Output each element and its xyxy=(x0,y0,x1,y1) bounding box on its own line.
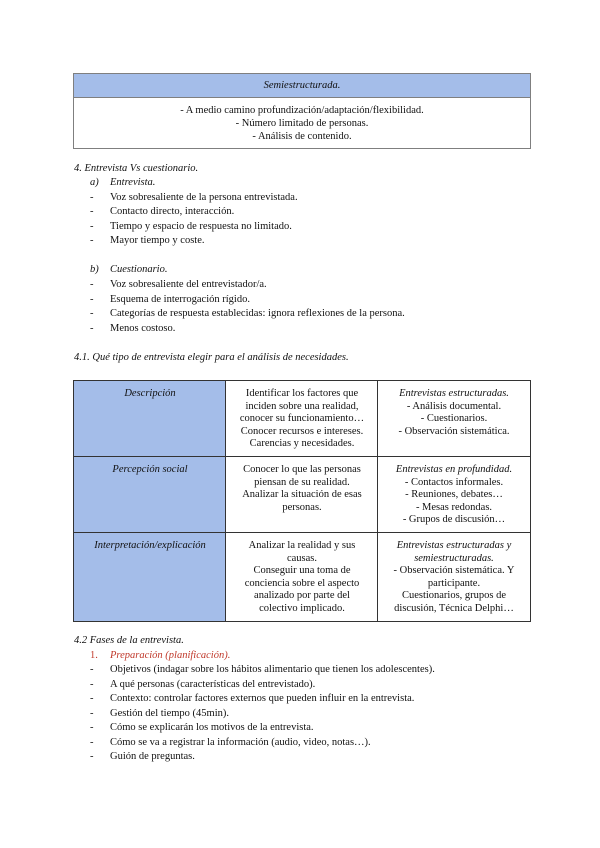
table-divider xyxy=(74,532,530,533)
interview-type-table xyxy=(73,380,531,622)
semistructured-line: - A medio camino profundización/adaptación/flexibilidad. xyxy=(180,105,424,116)
list-item: - Mayor tiempo y coste. xyxy=(90,235,205,246)
row-percep-mid: Conocer lo que las personas piensan de su realidad. Analizar la situación de esas personas. xyxy=(242,464,362,513)
subsection-a-label: a) xyxy=(90,177,99,188)
semistructured-line: - Análisis de contenido. xyxy=(252,131,352,142)
section-4-1-title: 4.1. Qué tipo de entrevista elegir para el análisis de necesidades. xyxy=(74,352,349,363)
phase-1-title: Preparación (planificación). xyxy=(110,650,231,661)
list-item: - Cómo se explicarán los motivos de la entrevista. xyxy=(90,722,314,733)
row-head-percepcion: Percepción social xyxy=(74,457,226,533)
phase-1-heading xyxy=(90,650,230,661)
semistructured-line: - Número limitado de personas. xyxy=(235,118,369,129)
subsection-a-title: Entrevista. xyxy=(110,177,156,188)
list-item: - Contacto directo, interacción. xyxy=(90,206,235,217)
subsection-b-title: Cuestionario. xyxy=(110,264,168,275)
list-item: - Voz sobresaliente de la persona entrevistada. xyxy=(90,192,298,203)
semistructured-body xyxy=(74,98,530,148)
section-4-2-title: 4.2 Fases de la entrevista. xyxy=(74,635,184,646)
subsection-a xyxy=(90,177,155,188)
row-head-descripcion: Descripción xyxy=(74,381,226,457)
row-desc-right: Entrevistas estructuradas. - Análisis documental. - Cuestionarios. - Observación sistemática. xyxy=(398,388,510,437)
row-head-interpretacion: Interpretación/explicación xyxy=(74,533,226,621)
list-item: - Guión de preguntas. xyxy=(90,751,195,762)
row-desc-mid: Identificar los factores que inciden sobre una realidad, conocer su funcionamiento… Conocer recursos e intereses. Carencias y necesidades. xyxy=(239,388,365,450)
phase-1-number: 1. xyxy=(90,650,98,661)
subsection-b xyxy=(90,264,167,275)
list-item: - Gestión del tiempo (45min). xyxy=(90,708,229,719)
list-item: - Cómo se va a registrar la información (audio, video, notas…). xyxy=(90,737,371,748)
list-item: - Menos costoso. xyxy=(90,323,176,334)
list-item: - Esquema de interrogación rígido. xyxy=(90,294,250,305)
table-divider xyxy=(74,456,530,457)
subsection-b-label: b) xyxy=(90,264,99,275)
row-percep-right: Entrevistas en profundidad. - Contactos informales. - Reuniones, debates… - Mesas redondas. - Grupos de discusión… xyxy=(395,464,513,526)
table-divider xyxy=(377,381,378,621)
list-item: - Objetivos (indagar sobre los hábitos alimentario que tienen los adolescentes). xyxy=(90,664,435,675)
semistructured-header: Semiestructurada. xyxy=(74,74,530,98)
section-4-title: 4. Entrevista Vs cuestionario. xyxy=(74,163,199,174)
table-divider xyxy=(225,381,226,621)
list-item: - Contexto: controlar factores externos que pueden influir en la entrevista. xyxy=(90,693,415,704)
list-item: - A qué personas (características del entrevistado). xyxy=(90,679,316,690)
list-item: - Tiempo y espacio de respuesta no limitado. xyxy=(90,221,292,232)
list-item: - Categorías de respuesta establecidas: ignora reflexiones de la persona. xyxy=(90,308,405,319)
row-interp-mid: Analizar la realidad y sus causas. Conseguir una toma de conciencia sobre el aspecto analizado por parte del colectivo implicado. xyxy=(244,540,360,614)
list-item: - Voz sobresaliente del entrevistador/a. xyxy=(90,279,267,290)
semistructured-table xyxy=(73,73,531,149)
row-interp-right: Entrevistas estructuradas y semiestructuradas. - Observación sistemática. Y participante. Cuestionarios, grupos de discusión, Técnica Delphi… xyxy=(393,540,515,614)
